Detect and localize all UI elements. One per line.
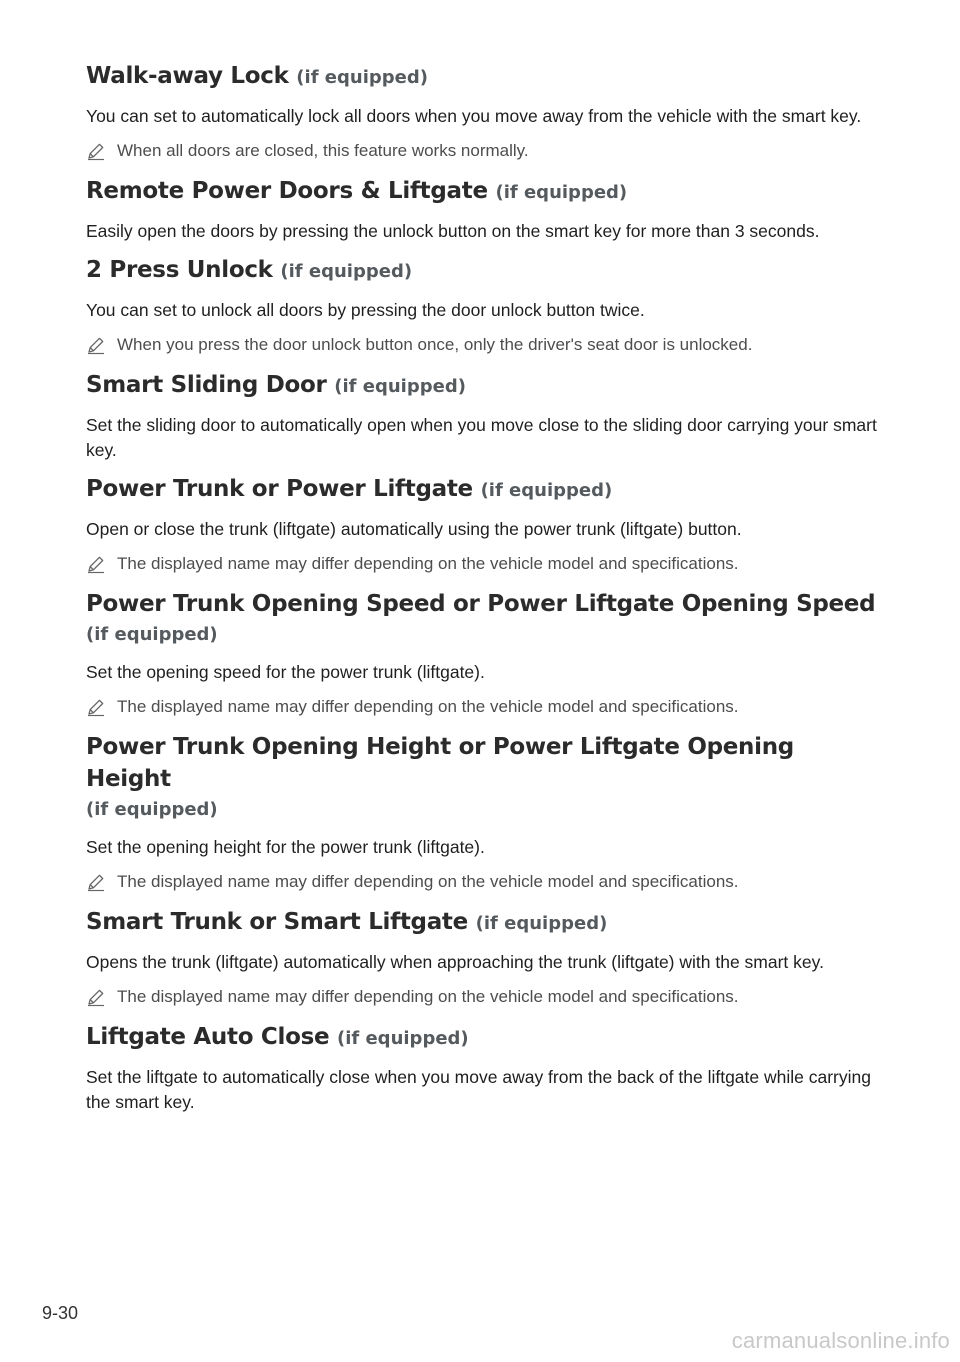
section-heading — [86, 60, 886, 94]
note-text: The displayed name may differ depending on the vehicle model and specifications. — [117, 697, 739, 716]
note-text: When all doors are closed, this feature works normally. — [117, 141, 529, 160]
watermark: carmanualsonline.info — [731, 1328, 950, 1353]
section-body: Opens the trunk (liftgate) automatically when approaching the trunk (liftgate) with the smart key. — [86, 952, 824, 972]
pencil-note-icon — [86, 335, 106, 355]
section-title: 2 Press Unlock — [86, 257, 273, 283]
if-equipped-label: (if equipped) — [475, 913, 608, 934]
section-title: Smart Trunk or Smart Liftgate — [86, 909, 468, 935]
section-title: Remote Power Doors & Liftgate — [86, 178, 488, 204]
note — [86, 985, 886, 1009]
section-title: Smart Sliding Door — [86, 372, 327, 398]
note — [86, 552, 886, 576]
section-body: Set the liftgate to automatically close when you move away from the back of the liftgate while carrying the smart key. — [86, 1067, 871, 1112]
if-equipped-label: (if equipped) — [336, 1028, 469, 1049]
section-power-trunk-opening-height — [86, 731, 886, 894]
if-equipped-label: (if equipped) — [334, 376, 466, 397]
section-heading — [86, 369, 886, 403]
section-body: Open or close the trunk (liftgate) automatically using the power trunk (liftgate) button. — [86, 519, 742, 539]
section-power-trunk-opening-speed — [86, 588, 886, 719]
section-power-trunk — [86, 473, 886, 576]
if-equipped-label: (if equipped) — [86, 799, 218, 820]
pencil-note-icon — [86, 141, 106, 161]
manual-page-content — [86, 60, 886, 1125]
section-body: Easily open the doors by pressing the unlock button on the smart key for more than 3 seconds. — [86, 221, 820, 241]
section-walk-away-lock — [86, 60, 886, 163]
pencil-note-icon — [86, 987, 106, 1007]
section-heading — [86, 254, 886, 288]
section-title: Power Trunk Opening Height or Power Liftgate Opening Height — [86, 734, 794, 792]
note — [86, 870, 886, 894]
pencil-note-icon — [86, 872, 106, 892]
if-equipped-label: (if equipped) — [280, 261, 413, 282]
section-body: Set the opening speed for the power trunk (liftgate). — [86, 662, 485, 682]
section-heading — [86, 473, 886, 507]
section-remote-power-doors — [86, 175, 886, 244]
pencil-note-icon — [86, 554, 106, 574]
section-heading — [86, 175, 886, 209]
note-text: The displayed name may differ depending on the vehicle model and specifications. — [117, 554, 739, 573]
pencil-note-icon — [86, 697, 106, 717]
if-equipped-label: (if equipped) — [296, 67, 428, 88]
section-body: Set the opening height for the power trunk (liftgate). — [86, 837, 485, 857]
note-text: The displayed name may differ depending on the vehicle model and specifications. — [117, 872, 739, 891]
note — [86, 139, 886, 163]
section-title: Power Trunk Opening Speed or Power Liftgate Opening Speed — [86, 591, 876, 617]
section-body: You can set to unlock all doors by pressing the door unlock button twice. — [86, 300, 645, 320]
if-equipped-label: (if equipped) — [495, 182, 628, 203]
page-number: 9-30 — [42, 1303, 79, 1323]
section-heading — [86, 906, 886, 940]
if-equipped-label: (if equipped) — [480, 480, 613, 501]
section-body: You can set to automatically lock all doors when you move away from the vehicle with the smart key. — [86, 106, 862, 126]
section-liftgate-auto-close — [86, 1021, 886, 1115]
section-2-press-unlock — [86, 254, 886, 357]
section-body: Set the sliding door to automatically open when you move close to the sliding door carrying your smart key. — [86, 415, 877, 460]
note-text: The displayed name may differ depending on the vehicle model and specifications. — [117, 987, 739, 1006]
section-heading — [86, 1021, 886, 1055]
section-smart-sliding-door — [86, 369, 886, 463]
section-title: Liftgate Auto Close — [86, 1024, 330, 1050]
section-title: Power Trunk or Power Liftgate — [86, 476, 473, 502]
note-text: When you press the door unlock button once, only the driver's seat door is unlocked. — [117, 335, 753, 354]
section-heading — [86, 588, 886, 650]
section-heading — [86, 731, 886, 825]
if-equipped-label: (if equipped) — [86, 624, 218, 645]
note — [86, 695, 886, 719]
note — [86, 333, 886, 357]
section-smart-trunk — [86, 906, 886, 1009]
section-title: Walk-away Lock — [86, 63, 289, 89]
